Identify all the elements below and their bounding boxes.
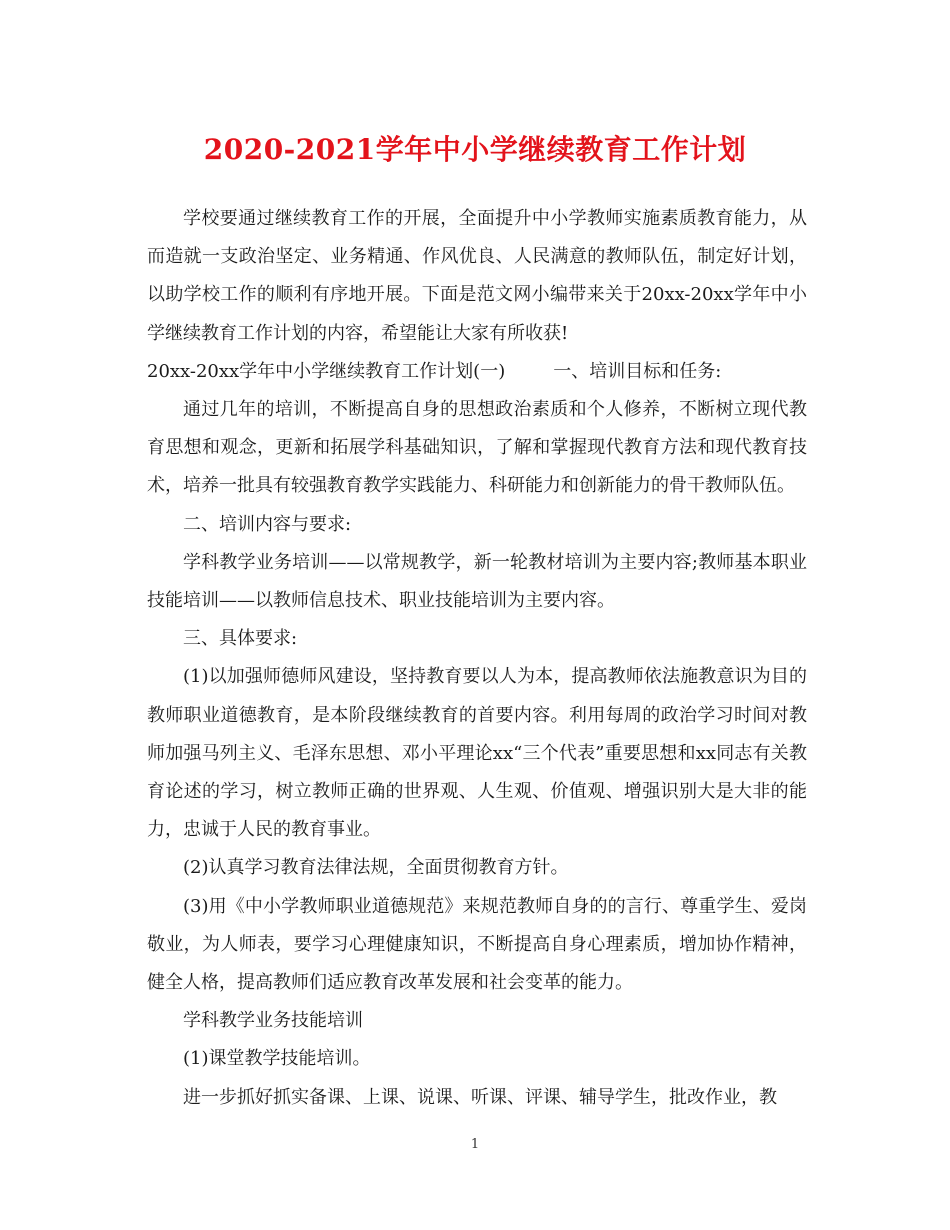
section-heading-skills: 学科教学业务技能培训	[183, 1010, 363, 1032]
paragraph-training-content: 学科教学业务培训——以常规教学，新一轮教材培训为主要内容;教师基本职业技能培训——以教师信息技术、职业技能培训为主要内容。	[147, 551, 807, 612]
document-body	[147, 200, 807, 1117]
paragraph-requirement-1: (1)以加强师德师风建设，坚持教育要以人为本，提高教师依法施教意识为目的教师职业道德教育，是本阶段继续教育的首要内容。利用每周的政治学习时间对教师加强马列主义、毛泽东思想、邓小平理论xx“三个代表”重要思想和xx同志有关教育论述的学习，树立教师正确的世界观、人生观、价值观、增强识别大是大非的能力，忠诚于人民的教育事业。	[147, 666, 807, 841]
plan-heading: 20xx-20xx学年中小学继续教育工作计划(一)	[147, 360, 506, 382]
paragraph-intro: 学校要通过继续教育工作的开展，全面提升中小学教师实施素质教育能力，从而造就一支政治坚定、业务精通、作风优良、人民满意的教师队伍，制定好计划，以助学校工作的顺利有序地开展。下面是范文网小编带来关于20xx-20xx学年中小学继续教育工作计划的内容，希望能让大家有所收获!	[147, 208, 807, 344]
paragraph-requirement-2: (2)认真学习教育法律法规，全面贯彻教育方针。	[183, 857, 569, 879]
section-heading-2: 二、培训内容与要求:	[183, 513, 352, 535]
document-title: 2020-2021学年中小学继续教育工作计划	[203, 133, 747, 166]
paragraph-training-goals: 通过几年的培训，不断提高自身的思想政治素质和个人修养，不断树立现代教育思想和观念，更新和拓展学科基础知识，了解和掌握现代教育方法和现代教育技术，培养一批具有较强教育教学实践能力、科研能力和创新能力的骨干教师队伍。	[147, 399, 807, 497]
paragraph-continuation: 进一步抓好抓实备课、上课、说课、听课、评课、辅导学生，批改作业，教	[183, 1086, 777, 1108]
paragraph-requirement-3: (3)用《中小学教师职业道德规范》来规范教师自身的的言行、尊重学生、爱岗敬业，为人师表，要学习心理健康知识，不断提高自身心理素质，增加协作精神，健全人格，提高教师们适应教育改革发展和社会变革的能力。	[147, 895, 807, 994]
page-number: 1	[470, 1137, 480, 1152]
section-heading-3: 三、具体要求:	[183, 628, 298, 650]
paragraph-classroom-skills: (1)课堂教学技能培训。	[183, 1048, 371, 1070]
section-heading-1: 一、培训目标和任务:	[553, 360, 722, 382]
paragraph-plan-heading-line	[147, 353, 807, 391]
